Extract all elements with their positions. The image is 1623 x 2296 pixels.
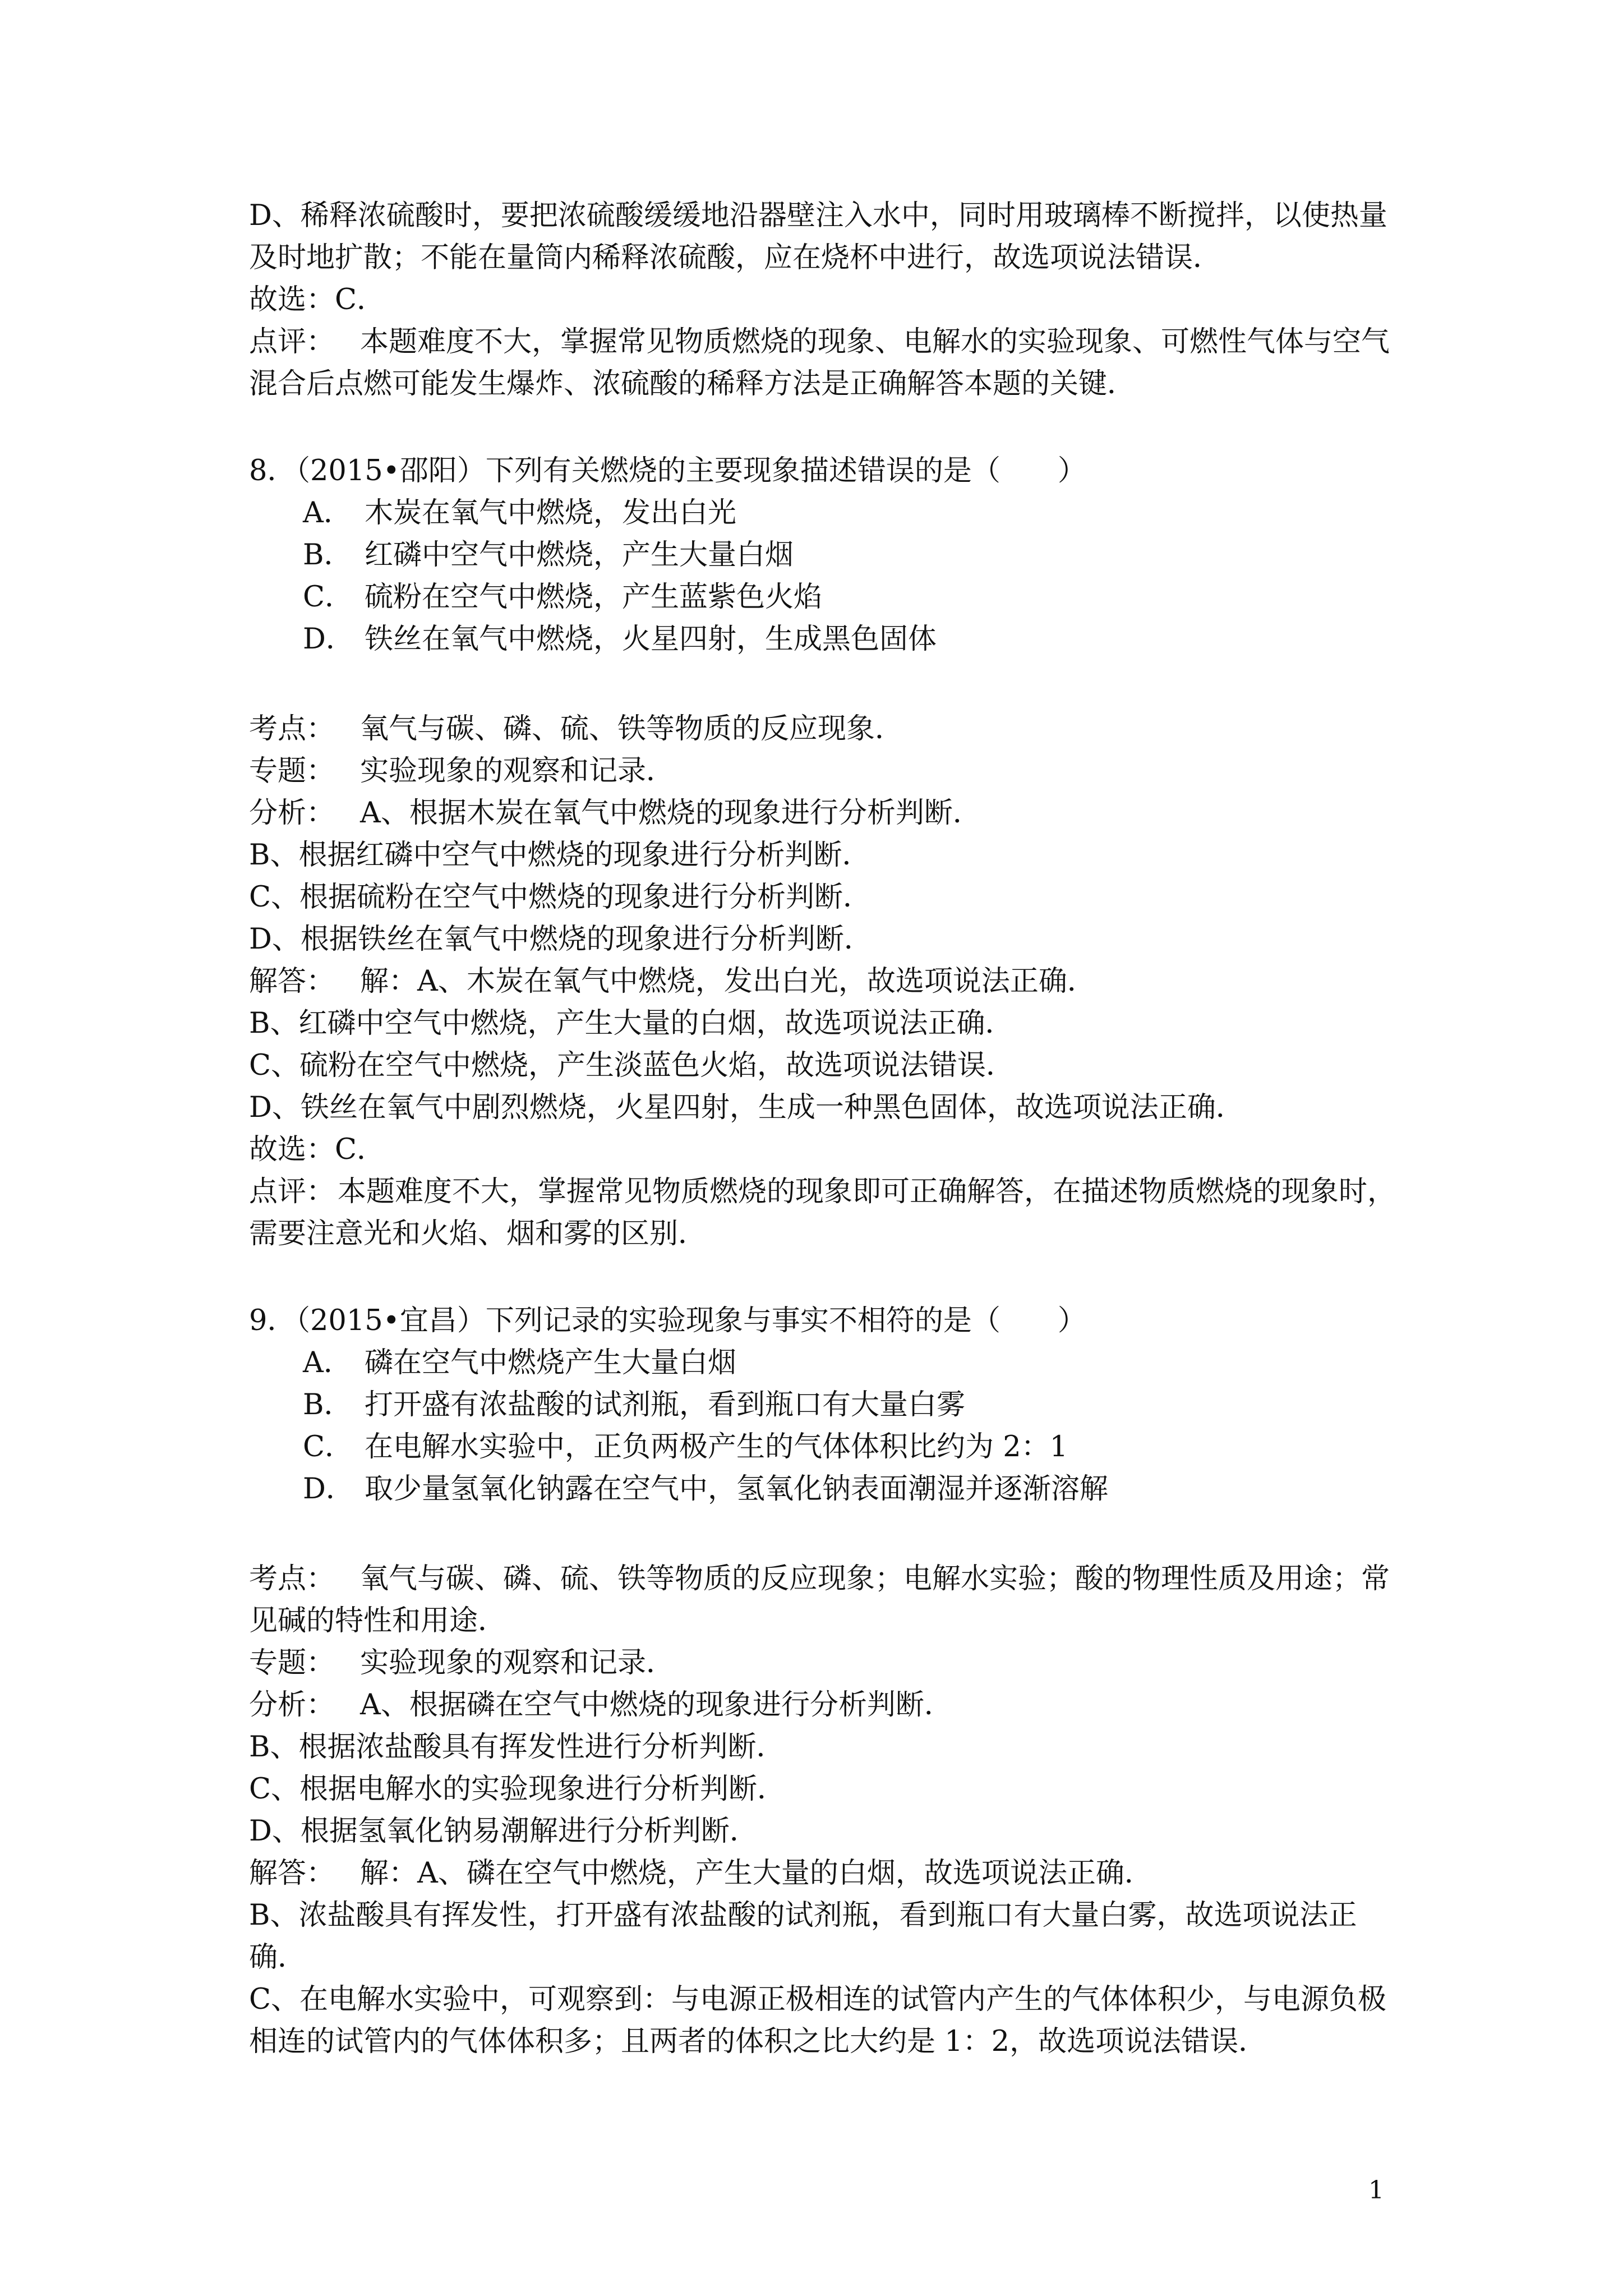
jieda-line: B、红磷中空气中燃烧，产生大量的白烟，故选项说法正确． [249,1007,1014,1040]
option-d [303,1473,1447,1506]
dianping-line [249,1175,1396,1209]
kaodian-text: 氧气与碳、磷、硫、铁等物质的反应现象． [360,712,904,746]
option-text: 红磷中空气中燃烧，产生大量白烟 [365,539,794,572]
analysis-line: D、稀释浓硫酸时，要把浓硫酸缓缓地沿器壁注入水中，同时用玻璃棒不断搅拌，以使热量 [249,199,1387,232]
option-text: 木炭在氧气中燃烧，发出白光 [365,496,737,530]
answer-line: 故选：C． [249,283,386,316]
page-number: 1 [1368,2176,1384,2205]
option-text: 硫粉在空气中燃烧，产生蓝紫色火焰 [365,581,823,614]
fenxi-line: B、根据浓盐酸具有挥发性进行分析判断． [249,1731,785,1764]
zhuanti-text: 实验现象的观察和记录． [360,754,675,788]
option-letter: C． [303,581,354,614]
jieda-label: 解答： [249,965,335,998]
option-a [303,496,1447,530]
fenxi-text: A、根据磷在空气中燃烧的现象进行分析判断． [360,1688,953,1722]
zhuanti-label: 专题： [249,1646,335,1680]
fenxi-line: C、根据硫粉在空气中燃烧的现象进行分析判断． [249,881,872,914]
answer-line: 故选：C． [249,1133,386,1166]
fenxi-line [249,1688,1393,1722]
dianping-line: 需要注意光和火焰、烟和雾的区别． [249,1217,707,1250]
question-stem: 8．（2015•邵阳）下列有关燃烧的主要现象描述错误的是（ ） [249,454,1086,487]
fenxi-line: B、根据红磷中空气中燃烧的现象进行分析判断． [249,839,871,872]
option-letter: C． [303,1430,354,1464]
fenxi-text: A、根据木炭在氧气中燃烧的现象进行分析判断． [360,797,981,830]
jieda-line: D、铁丝在氧气中剧烈燃烧，火星四射，生成一种黑色固体，故选项说法正确． [249,1091,1244,1124]
kaodian-line [249,712,1393,746]
jieda-line [249,1857,1393,1890]
dianping-label: 点评： [249,1175,335,1208]
dianping-text: 本题难度不大，掌握常见物质燃烧的现象即可正确解答，在描述物质燃烧的现象时， [338,1175,1396,1208]
jieda-label: 解答： [249,1857,335,1890]
option-d [303,623,1447,656]
zhuanti-label: 专题： [249,754,335,788]
question-stem: 9．（2015•宜昌）下列记录的实验现象与事实不相符的是（ ） [249,1304,1086,1337]
kaodian-line: 见碱的特性和用途． [249,1604,507,1637]
option-b [303,539,1447,572]
fenxi-label: 分析： [249,1688,335,1722]
option-text: 在电解水实验中，正负两极产生的气体体积比约为 2：1 [365,1430,1068,1464]
fenxi-line: C、根据电解水的实验现象进行分析判断． [249,1773,786,1806]
jieda-line: B、浓盐酸具有挥发性，打开盛有浓盐酸的试剂瓶，看到瓶口有大量白雾，故选项说法正 [249,1899,1357,1932]
comment-label: 点评： [249,325,335,358]
kaodian-line [249,1562,1393,1596]
option-text: 取少量氢氧化钠露在空气中，氢氧化钠表面潮湿并逐渐溶解 [365,1473,1109,1506]
fenxi-line: D、根据氢氧化钠易潮解进行分析判断． [249,1815,758,1848]
kaodian-text: 氧气与碳、磷、硫、铁等物质的反应现象；电解水实验；酸的物理性质及用途；常 [360,1562,1390,1595]
jieda-text: 解：A、磷在空气中燃烧，产生大量的白烟，故选项说法正确． [360,1857,1153,1890]
jieda-line: C、硫粉在空气中燃烧，产生淡蓝色火焰，故选项说法错误． [249,1049,1015,1082]
zhuanti-line [249,754,1393,788]
comment-text: 本题难度不大，掌握常见物质燃烧的现象、电解水的实验现象、可燃性气体与空气 [360,325,1390,358]
kaodian-label: 考点： [249,712,335,746]
option-a [303,1346,1447,1380]
comment-line [249,325,1393,359]
zhuanti-line [249,1646,1393,1680]
option-c [303,581,1447,614]
option-text: 打开盛有浓盐酸的试剂瓶，看到瓶口有大量白雾 [365,1388,966,1421]
zhuanti-text: 实验现象的观察和记录． [360,1646,675,1680]
fenxi-line: D、根据铁丝在氧气中燃烧的现象进行分析判断． [249,923,873,956]
fenxi-label: 分析： [249,797,335,830]
analysis-line: 及时地扩散；不能在量筒内稀释浓硫酸，应在烧杯中进行，故选项说法错误． [249,241,1222,274]
option-text: 磷在空气中燃烧产生大量白烟 [365,1346,737,1379]
option-letter: B． [303,539,353,572]
fenxi-line [249,797,1393,830]
option-letter: A． [303,496,352,530]
jieda-line: 相连的试管内的气体体积多；且两者的体积之比大约是 1：2，故选项说法错误． [249,2025,1267,2058]
option-b [303,1388,1447,1422]
option-letter: A． [303,1346,352,1379]
option-text: 铁丝在氧气中燃烧，火星四射，生成黑色固体 [365,623,937,656]
option-letter: B． [303,1388,353,1421]
comment-line: 混合后点燃可能发生爆炸、浓硫酸的稀释方法是正确解答本题的关键． [249,367,1136,401]
jieda-text: 解：A、木炭在氧气中燃烧，发出白光，故选项说法正确． [360,965,1096,998]
option-c [303,1430,1447,1464]
option-letter: D． [303,1473,354,1506]
jieda-line: 确． [249,1941,307,1974]
jieda-line [249,965,1393,999]
jieda-line: C、在电解水实验中，可观察到：与电源正极相连的试管内产生的气体体积少，与电源负极 [249,1983,1387,2016]
kaodian-label: 考点： [249,1562,335,1595]
option-letter: D． [303,623,354,656]
